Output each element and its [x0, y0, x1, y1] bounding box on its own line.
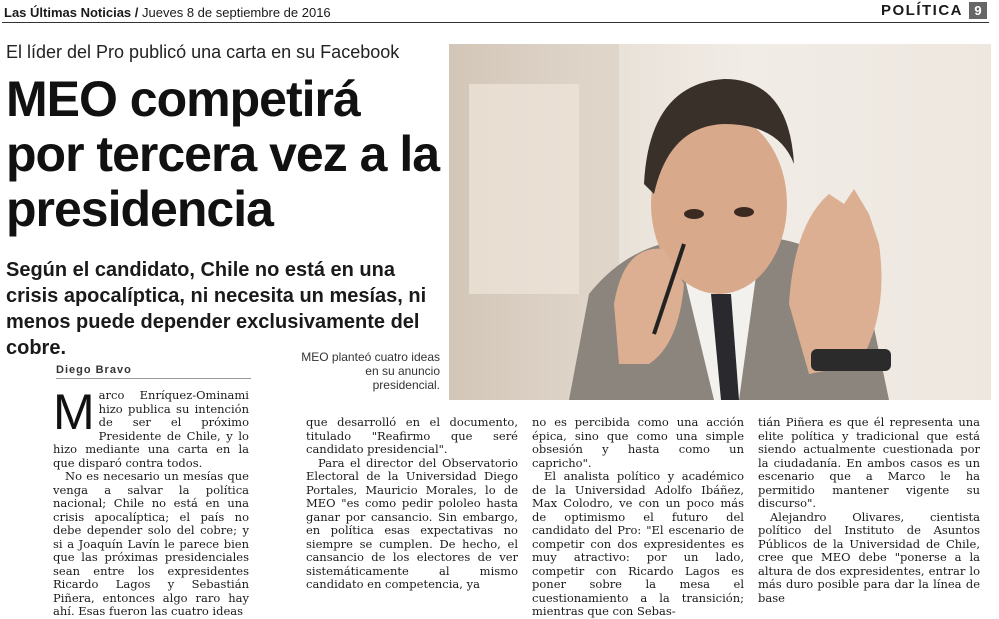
headline: MEO competirá por tercera vez a la presidencia: [6, 71, 440, 237]
paragraph: no es percibida como una acción épica, sino que como una simple obsesión y hasta como un capricho".: [532, 415, 744, 470]
photo-caption: MEO planteó cuatro ideas en su anuncio presidencial.: [301, 350, 440, 392]
article-photo: [449, 44, 991, 400]
masthead: [4, 5, 331, 20]
deck: Según el candidato, Chile no está en una crisis apocalíptica, ni necesita un mesías, ni menos puede depender exclusivamente del cobre.: [6, 259, 427, 359]
paragraph: No es necesario un mesías que venga a salvar la política nacional; Chile no está en una crisis apocalíptica; el país no debe depender solo del cobre; y si a Joaquín Lavín le parece bien que las próximas presidenciales sean entre los expresidentes Ricardo Lagos y Sebastián Piñera, entonces algo raro hay ahí. Esas fueron las cuatro ideas: [53, 469, 249, 618]
newspaper-name: Las Últimas Noticias: [4, 5, 132, 20]
paragraph: arco Enríquez-Ominami hizo publica su intención de ser el próximo Presidente de Chile, y lo hizo mediante una carta en la que disparó contra todos.: [53, 388, 249, 470]
person-photo-icon: [449, 44, 991, 400]
article-column-4: [758, 416, 980, 605]
article-column-3: [532, 416, 744, 619]
section-header: [881, 2, 987, 19]
page-number: 9: [969, 2, 987, 19]
article-column-2: [306, 416, 518, 592]
masthead-separator: /: [134, 5, 139, 20]
paragraph: que desarrolló en el documento, titulado "Reafirmo que seré candidato presidencial".: [306, 415, 518, 456]
paragraph: tián Piñera es que él representa una elite política y tradicional que está siendo actualmente cuestionada por la ciudadanía. En ambos casos es un escenario que a Marco le ha permitido mantener vigente su discurso".: [758, 415, 980, 510]
drop-cap: M: [53, 384, 95, 440]
header-rule: [2, 22, 989, 23]
article-column-1: [53, 384, 249, 619]
byline: Diego Bravo: [56, 364, 251, 379]
paragraph: Para el director del Observatorio Electoral de la Universidad Diego Portales, Mauricio Morales, lo de MEO "es como pedir pololeo hasta ganar por cansancio. Sin embargo, en política esas expectativas no siempre se cumplen. De hecho, el cansancio de los electores de ver sistemáticamente al mismo candidato en competencia, ya: [306, 455, 518, 591]
section-name: POLÍTICA: [881, 2, 963, 19]
paragraph: Alejandro Olivares, cientista político del Instituto de Asuntos Públicos de la Universidad de Chile, cree que MEO debe "ponerse a la altura de dos expresidentes, entrar lo más duro posible para dar la línea de base: [758, 509, 980, 605]
issue-date: Jueves 8 de septiembre de 2016: [142, 5, 331, 20]
kicker: El líder del Pro publicó una carta en su Facebook: [6, 42, 400, 62]
paragraph: El analista político y académico de la Universidad Adolfo Ibáñez, Max Colodro, ve con un poco más de optimismo el futuro del candidato del Pro: "El escenario de competir con dos expresidentes es muy atractivo: por un lado, competir con Ricardo Lagos es poner sobre la mesa el cuestionamiento a la transición; mientras que con Sebas-: [532, 469, 744, 618]
